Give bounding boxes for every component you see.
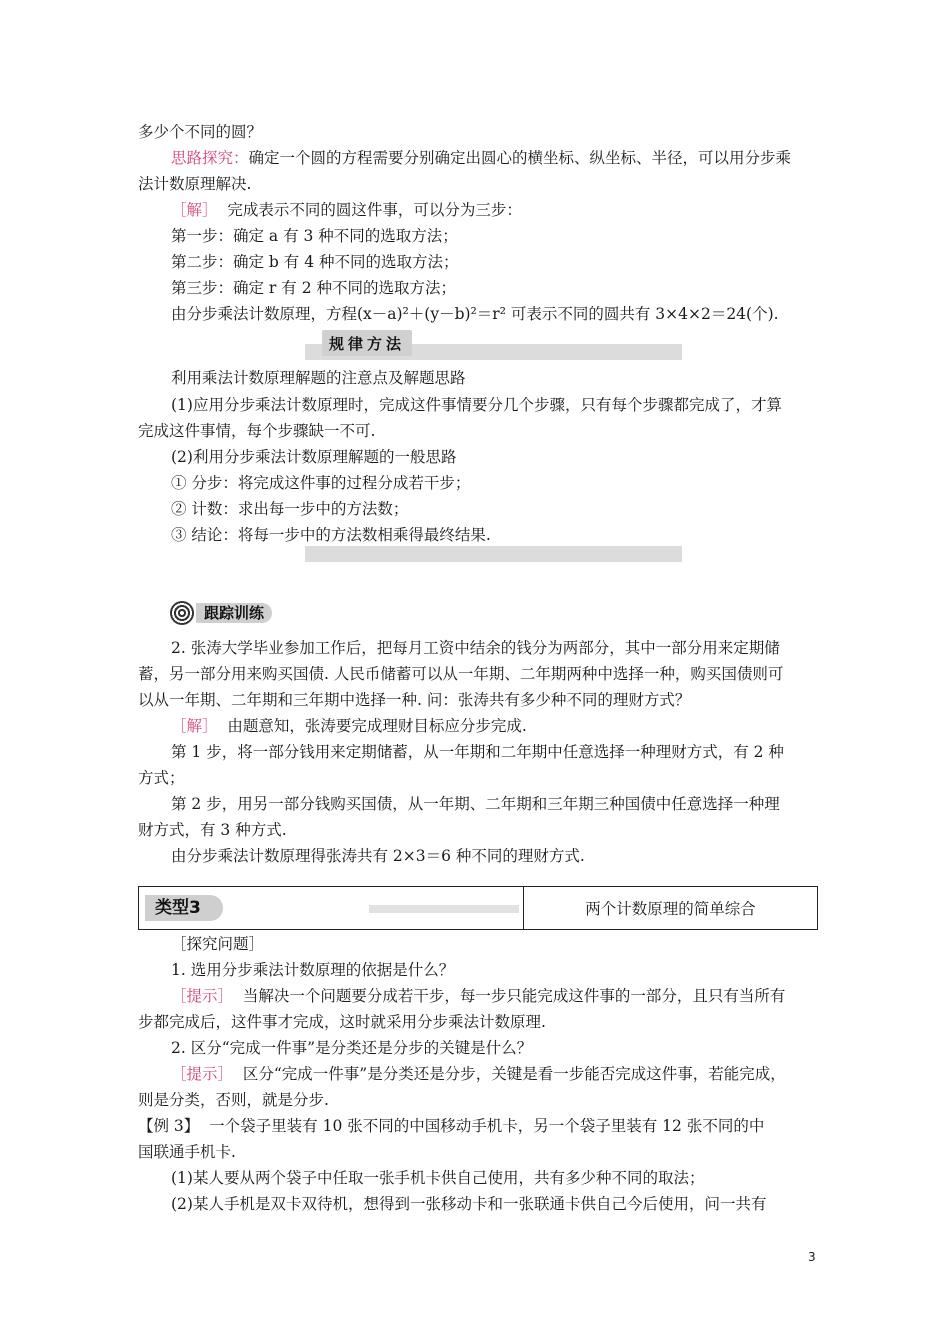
track-badge-label: 跟踪训练: [196, 603, 272, 623]
question-end: 多少个不同的圆？: [138, 123, 263, 141]
example-3-text: 一个袋子里装有 10 张不同的中国移动手机卡，另一个袋子里装有 12 张不同的中: [209, 1117, 765, 1135]
solution-line: [171, 198, 818, 222]
rule-item-2: (2)利用分步乘法计数原理解题的一般思路: [171, 448, 457, 466]
type3-header: [138, 886, 818, 930]
example-3-label: 【例 3】: [138, 1117, 200, 1135]
idea-line: [171, 146, 818, 170]
example-3-part-1: (1)某人要从两个袋子中任取一张手机卡供自己使用，共有多少种不同的取法；: [171, 1169, 705, 1187]
rule-item-1: (1)应用分步乘法计数原理时，完成这件事情要分几个步骤，只有每个步骤都完成了，才算: [171, 396, 782, 414]
rule-sub-2: ② 计数：求出每一步中的方法数；: [171, 500, 409, 518]
type3-stripe: [369, 905, 519, 913]
step-3: 第三步：确定 r 有 2 种不同的选取方法；: [171, 279, 456, 297]
idea-label: 思路探究：: [171, 149, 249, 167]
type3-tab: 类型3: [145, 895, 223, 921]
explore-q1: 1. 选用分步乘法计数原理的依据是什么？: [171, 961, 455, 979]
idea-cont: 法计数原理解决.: [138, 175, 252, 193]
example-3-part-2: (2)某人手机是双卡双待机，想得到一张移动卡和一张联通卡供自己今后使用，问一共有: [171, 1195, 767, 1213]
conclusion: 由分步乘法计数原理，方程(x－a)²＋(y－b)²＝r² 可表示不同的圆共有 3×4×2＝24(个).: [171, 305, 779, 323]
step-2: 第二步：确定 b 有 4 种不同的选取方法；: [171, 253, 459, 271]
track-step-1-cont: 方式；: [138, 769, 185, 787]
type3-title: 两个计数原理的简单综合: [585, 900, 756, 918]
rule-heading: 利用乘法计数原理解题的注意点及解题思路: [171, 369, 466, 387]
track-solution-text: 由题意知，张涛要完成理财目标应分步完成.: [227, 717, 527, 735]
explore-q2: 2. 区分“完成一件事”是分类还是分步的关键是什么？: [171, 1039, 533, 1057]
track-conclusion: 由分步乘法计数原理得张涛共有 2×3＝6 种不同的理财方式.: [171, 847, 585, 865]
rule-sub-1: ① 分步：将完成这件事的过程分成若干步；: [171, 474, 471, 492]
rule-item-1-cont: 完成这件事情，每个步骤缺一不可.: [138, 422, 376, 440]
hint-2: [171, 1062, 818, 1086]
track-step-2: 第 2 步，用另一部分钱购买国债，从一年期、二年期和三年期三种国债中任意选择一种理: [171, 795, 780, 813]
track-q-line-1: 2. 张涛大学毕业参加工作后，把每月工资中结余的钱分为两部分，其中一部分用来定期储: [171, 639, 780, 657]
track-badge: [170, 600, 282, 626]
page-number: 3: [808, 1250, 816, 1264]
hint-1: [171, 984, 818, 1008]
step-1: 第一步：确定 a 有 3 种不同的选取方法；: [171, 227, 458, 245]
example-3-cont: 国联通手机卡.: [138, 1143, 236, 1161]
hint-1-text: 当解决一个问题要分成若干步，每一步只能完成这件事的一部分，且只有当所有: [242, 987, 786, 1005]
track-q-line-3: 以从一年期、二年期和三年期中选择一种. 问：张涛共有多少种不同的理财方式？: [138, 691, 691, 709]
type3-left: [139, 887, 524, 929]
explore-heading: ［探究问题］: [171, 935, 265, 953]
hint-2-label: ［提示］: [171, 1065, 234, 1083]
hint-2-text: 区分“完成一件事”是分类还是分步，关键是看一步能否完成这件事，若能完成，: [242, 1065, 786, 1083]
rule-bottom-bar: [305, 546, 682, 562]
hint-1-label: ［提示］: [171, 987, 234, 1005]
track-solution-label: ［解］: [171, 717, 218, 735]
rule-sub-3: ③ 结论：将每一步中的方法数相乘得最终结果.: [171, 526, 491, 544]
track-step-1: 第 1 步，将一部分钱用来定期储蓄，从一年期和二年期中任意选择一种理财方式，有 2 种: [171, 743, 784, 761]
hint-1-cont: 步都完成后，这件事才完成，这时就采用分步乘法计数原理.: [138, 1013, 546, 1031]
solution-text: 完成表示不同的圆这件事，可以分为三步：: [227, 201, 522, 219]
track-q-line-2: 蓄，另一部分用来购买国债. 人民币储蓄可以从一年期、二年期两种中选择一种，购买国债则可: [138, 665, 784, 683]
track-solution: [171, 714, 818, 738]
track-step-2-cont: 财方式，有 3 种方式.: [138, 821, 287, 839]
hint-2-cont: 则是分类，否则，就是分步.: [138, 1091, 329, 1109]
solution-label: ［解］: [171, 201, 218, 219]
idea-text: 确定一个圆的方程需要分别确定出圆心的横坐标、纵坐标、半径，可以用分步乘: [248, 149, 792, 167]
rule-title: 规律方法: [322, 330, 412, 356]
example-3: [138, 1114, 818, 1138]
target-icon: [170, 601, 194, 625]
